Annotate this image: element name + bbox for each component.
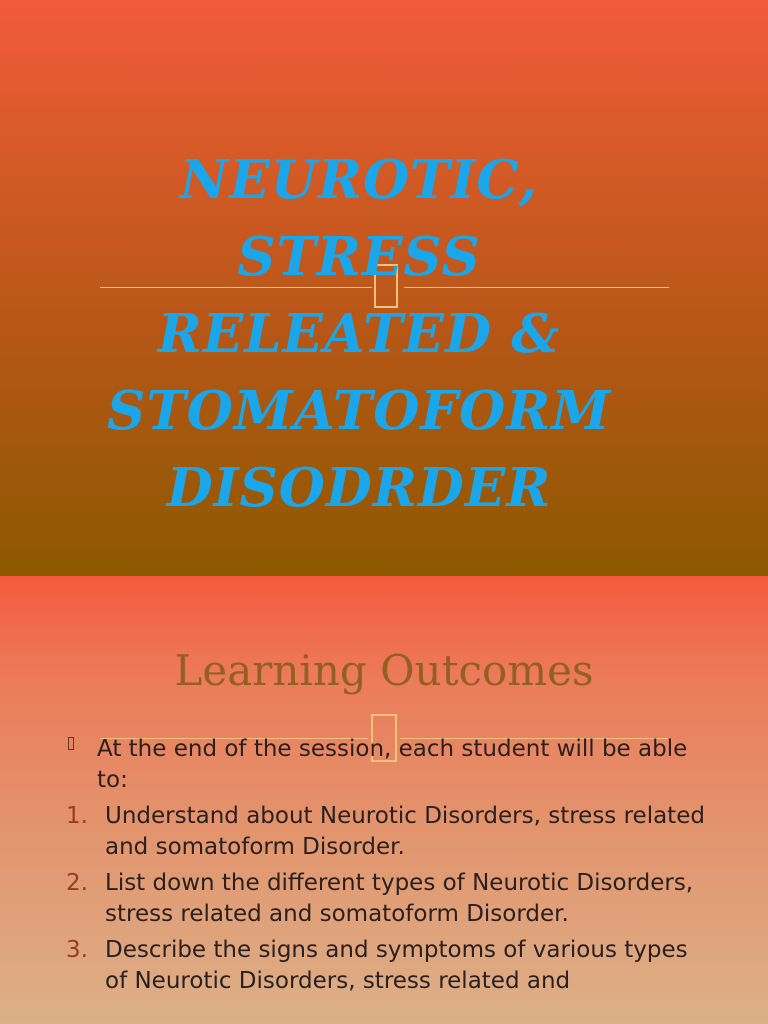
outcome-text: Describe the signs and symptoms of various types of Neurotic Disorders, stress related and — [105, 937, 688, 994]
outcome-text: List down the different types of Neurotic Disorders, stress related and somatoform Disorder. — [105, 870, 694, 927]
list-item — [64, 868, 714, 929]
slide-title — [84, 142, 634, 527]
title-line: NEUROTIC, — [179, 149, 539, 211]
slide-title: Learning Outcomes — [174, 646, 594, 695]
intro-text: At the end of the session, each student will be able to: — [97, 736, 688, 793]
outcomes-list — [64, 734, 714, 1002]
outcome-text: Understand about Neurotic Disorders, stress related and somatoform Disorder. — [105, 803, 705, 860]
list-number: 3. — [66, 937, 88, 963]
title-line: DISODRDER — [166, 457, 552, 519]
outcomes-slide — [0, 576, 768, 1024]
title-line: STRESS — [237, 226, 481, 288]
list-item — [64, 935, 714, 996]
list-item — [64, 734, 714, 795]
title-line: RELEATED & — [157, 303, 561, 365]
bullet-icon — [68, 737, 74, 750]
title-line: STOMATOFORM — [107, 380, 611, 442]
list-item — [64, 801, 714, 862]
list-number: 1. — [66, 803, 88, 829]
list-number: 2. — [66, 870, 88, 896]
